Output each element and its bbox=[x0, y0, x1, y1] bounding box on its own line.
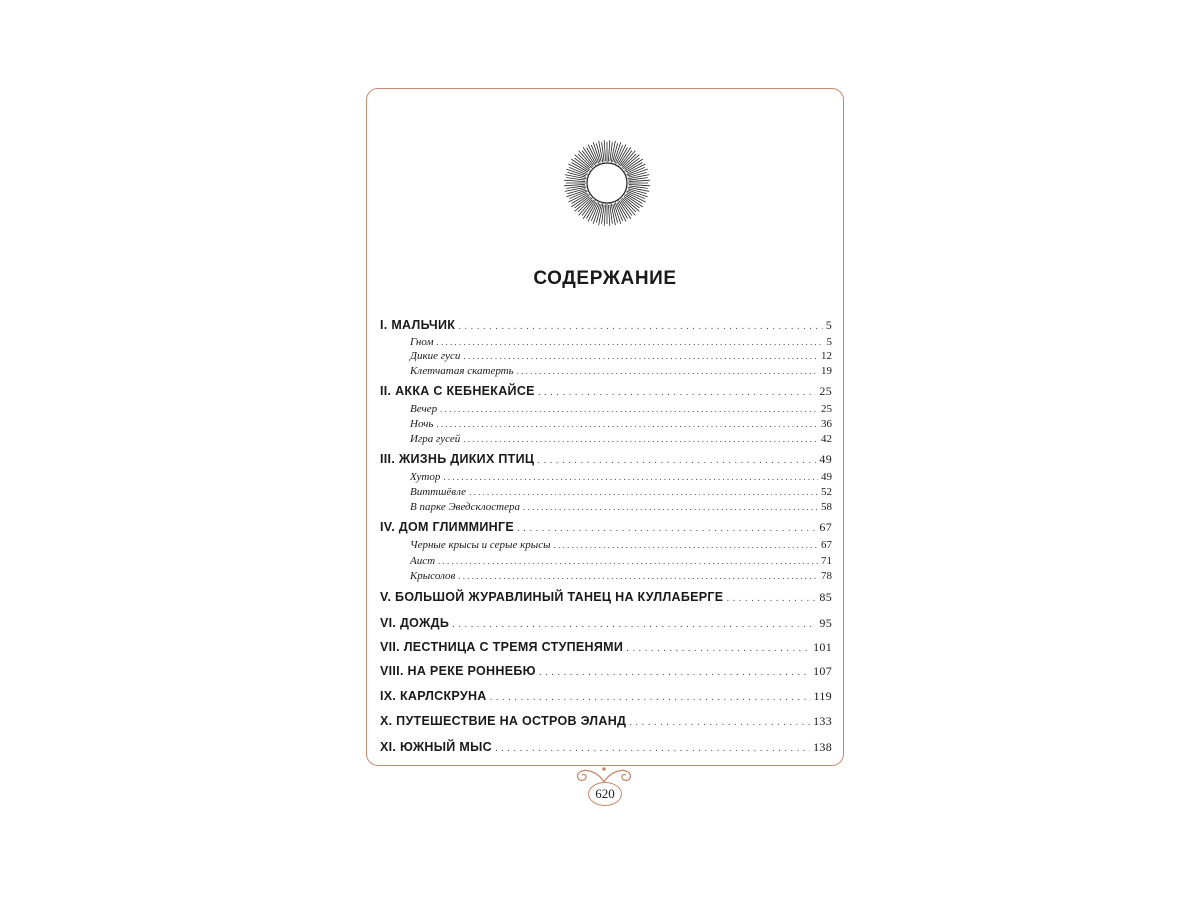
dot-leader bbox=[490, 692, 811, 703]
dot-leader bbox=[495, 743, 810, 754]
toc-entry-title: IX. КАРЛСКРУНА bbox=[380, 689, 487, 703]
toc-entry-page: 25 bbox=[821, 403, 832, 415]
toc-entry-page: 19 bbox=[821, 365, 832, 377]
toc-chapter-entry bbox=[380, 664, 832, 679]
toc-section-entry bbox=[380, 555, 832, 567]
toc-entry-page: 25 bbox=[819, 384, 832, 398]
dot-leader bbox=[626, 643, 810, 654]
toc-entry-page: 85 bbox=[819, 590, 832, 604]
toc-entry-title: Дикие гуси bbox=[410, 350, 461, 362]
toc-entry-page: 5 bbox=[826, 336, 832, 348]
toc-entry-title: В парке Эведсклостера bbox=[410, 501, 521, 513]
toc-section-entry bbox=[380, 539, 832, 551]
dot-leader bbox=[517, 523, 816, 534]
dot-leader bbox=[458, 571, 818, 581]
toc-entry-title: VI. ДОЖДЬ bbox=[380, 616, 450, 630]
dot-leader bbox=[440, 404, 818, 414]
toc-entry-page: 119 bbox=[813, 689, 832, 703]
toc-entry-title: XI. ЮЖНЫЙ МЫС bbox=[380, 740, 492, 754]
toc-chapter-entry bbox=[380, 590, 832, 605]
dot-leader bbox=[443, 472, 818, 482]
toc-entry-page: 107 bbox=[813, 664, 832, 678]
toc-entry-page: 95 bbox=[819, 616, 832, 630]
toc-entry-title: X. ПУТЕШЕСТВИЕ НА ОСТРОВ ЭЛАНД bbox=[380, 714, 627, 728]
dot-leader bbox=[539, 667, 810, 678]
toc-entry-page: 49 bbox=[819, 452, 832, 466]
dot-leader bbox=[517, 366, 818, 376]
dot-leader bbox=[438, 556, 818, 566]
toc-entry-title: IV. ДОМ ГЛИММИНГЕ bbox=[380, 520, 515, 534]
toc-entry-page: 67 bbox=[821, 539, 832, 551]
toc-chapter-entry bbox=[380, 616, 832, 631]
toc-entry-page: 67 bbox=[819, 520, 832, 534]
toc-chapter-entry bbox=[380, 384, 832, 399]
toc-chapter-entry bbox=[380, 740, 832, 755]
toc-section-entry bbox=[380, 433, 832, 445]
dot-leader bbox=[463, 434, 818, 444]
toc-entry-page: 58 bbox=[821, 501, 832, 513]
dot-leader bbox=[469, 487, 818, 497]
page-number: 620 bbox=[588, 782, 622, 806]
toc-entry-page: 12 bbox=[821, 350, 832, 362]
toc-section-entry bbox=[380, 403, 832, 415]
page-title: СОДЕРЖАНИЕ bbox=[533, 268, 677, 289]
toc-entry-title: Крысолов bbox=[410, 570, 456, 582]
toc-entry-page: 133 bbox=[813, 714, 832, 728]
toc-chapter-entry bbox=[380, 318, 832, 333]
toc-entry-title: Черные крысы и серые крысы bbox=[410, 539, 551, 551]
dot-leader bbox=[437, 337, 824, 347]
toc-section-entry bbox=[380, 418, 832, 430]
toc-chapter-entry bbox=[380, 640, 832, 655]
toc-chapter-entry bbox=[380, 689, 832, 704]
toc-entry-title: Виттшёвле bbox=[410, 486, 467, 498]
dot-leader bbox=[554, 540, 818, 550]
toc-entry-title: VII. ЛЕСТНИЦА С ТРЕМЯ СТУПЕНЯМИ bbox=[380, 640, 624, 654]
toc-section-entry bbox=[380, 471, 832, 483]
dot-leader bbox=[458, 321, 822, 332]
toc-chapter-entry bbox=[380, 452, 832, 467]
dot-leader bbox=[726, 593, 816, 604]
dot-leader bbox=[463, 351, 818, 361]
toc-entry-page: 42 bbox=[821, 433, 832, 445]
toc-section-entry bbox=[380, 570, 832, 582]
toc-section-entry bbox=[380, 365, 832, 377]
toc-entry-title: VIII. НА РЕКЕ РОННЕБЮ bbox=[380, 664, 536, 678]
dot-leader bbox=[538, 387, 817, 398]
dot-leader bbox=[537, 455, 816, 466]
toc-entry-title: Ночь bbox=[410, 418, 434, 430]
dot-leader bbox=[523, 502, 818, 512]
toc-section-entry bbox=[380, 501, 832, 513]
toc-entry-title: I. МАЛЬЧИК bbox=[380, 318, 456, 332]
toc-entry-title: Гном bbox=[410, 336, 434, 348]
toc-entry-page: 49 bbox=[821, 471, 832, 483]
toc-entry-title: Клетчатая скатерть bbox=[410, 365, 514, 377]
toc-entry-title: Вечер bbox=[410, 403, 438, 415]
toc-entry-title: Аист bbox=[410, 555, 436, 567]
toc-entry-page: 5 bbox=[825, 318, 832, 332]
dot-leader bbox=[629, 717, 810, 728]
toc-entry-title: Игра гусей bbox=[410, 433, 461, 445]
toc-entry-title: II. АККА С КЕБНЕКАЙСЕ bbox=[380, 384, 535, 398]
toc-entry-page: 78 bbox=[821, 570, 832, 582]
toc-entry-title: Хутор bbox=[410, 471, 441, 483]
dot-leader bbox=[436, 419, 818, 429]
toc-section-entry bbox=[380, 486, 832, 498]
toc-entry-page: 138 bbox=[813, 740, 832, 754]
toc-entry-page: 36 bbox=[821, 418, 832, 430]
toc-section-entry bbox=[380, 350, 832, 362]
toc-entry-title: V. БОЛЬШОЙ ЖУРАВЛИНЫЙ ТАНЕЦ НА КУЛЛАБЕРГЕ bbox=[380, 590, 724, 604]
toc-chapter-entry bbox=[380, 520, 832, 535]
toc-entry-page: 71 bbox=[821, 555, 832, 567]
toc-entry-title: III. ЖИЗНЬ ДИКИХ ПТИЦ bbox=[380, 452, 535, 466]
toc-entry-page: 101 bbox=[813, 640, 832, 654]
toc-chapter-entry bbox=[380, 714, 832, 729]
toc-entry-page: 52 bbox=[821, 486, 832, 498]
dot-leader bbox=[452, 619, 816, 630]
toc-section-entry bbox=[380, 336, 832, 348]
